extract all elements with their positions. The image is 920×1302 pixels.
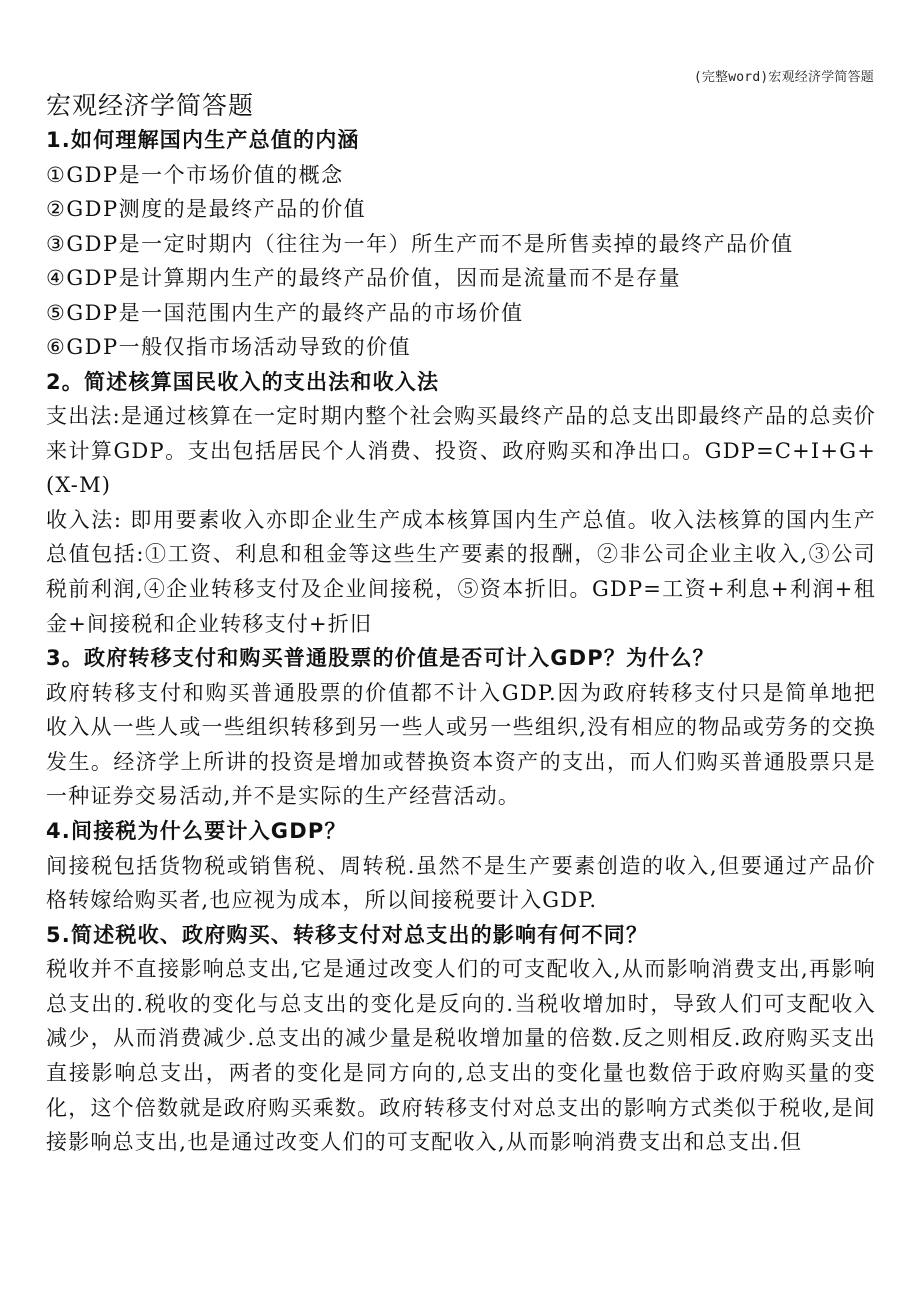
question-5-section [46,918,876,1160]
question-2-section [46,365,876,642]
running-header: (完整word)宏观经济学简答题 [693,70,874,85]
question-5-answer: 税收并不直接影响总支出,它是通过改变人们的可支配收入,从而影响消费支出,再影响总支出的.税收的变化与总支出的变化是反向的.当税收增加时，导致人们可支配收入减少，从而消费减少.总支出的减少量是税收增加量的倍数.反之则相反.政府购买支出直接影响总支出，两者的变化是同方向的,总支出的变化量也数倍于政府购买量的变化，这个倍数就是政府购买乘数。政府转移支付对总支出的影响方式类似于税收,是间接影响总支出,也是通过改变人们的可支配收入,从而影响消费支出和总支出.但 [46,957,876,1155]
question-3-section [46,641,876,814]
question-1-heading: 1.如何理解国内生产总值的内涵 [46,128,360,152]
question-4-heading: 4.间接税为什么要计入GDP？ [46,819,347,844]
q1-item-1: ①GDP是一个市场价值的概念 [46,162,344,187]
q1-item-2: ②GDP测度的是最终产品的价值 [46,197,367,221]
question-4-section [46,814,876,918]
question-2-heading: 2。简述核算国民收入的支出法和收入法 [46,369,440,394]
expenditure-method-paragraph: 支出法:是通过核算在一定时期内整个社会购买最终产品的总支出即最终产品的总卖价来计算GDP。支出包括居民个人消费、投资、政府购买和净出口。GDP=C+I+G+(X-M) [46,404,876,498]
question-5-heading: 5.简述税收、政府购买、转移支付对总支出的影响有何不同？ [46,922,649,947]
q1-item-4: ④GDP是计算期内生产的最终产品价值，因而是流量而不是存量 [46,266,682,290]
question-3-heading: 3。政府转移支付和购买普通股票的价值是否可计入GDP？为什么？ [46,646,715,671]
income-method-paragraph: 收入法: 即用要素收入亦即企业生产成本核算国内生产总值。收入法核算的国内生产总值包括:①工资、利息和租金等这些生产要素的报酬，②非公司企业主收入,③公司税前利润,④企业转移支付及企业间接税，⑤资本折旧。GDP=工资+利息+利润+租金+间接税和企业转移支付+折旧 [46,507,876,636]
question-3-answer: 政府转移支付和购买普通股票的价值都不计入GDP.因为政府转移支付只是简单地把收入从一些人或一些组织转移到另一些人或另一些组织,没有相应的物品或劳务的交换发生。经济学上所讲的投资是增加或替换资本资产的支出，而人们购买普通股票只是一种证券交易活动,并不是实际的生产经营活动。 [46,680,876,809]
q1-item-6: ⑥GDP一般仅指市场活动导致的价值 [46,335,412,359]
q1-item-3: ③GDP是一定时期内（往往为一年）所生产而不是所售卖掉的最终产品价值 [46,231,794,256]
q1-item-5: ⑤GDP是一国范围内生产的最终产品的市场价值 [46,300,524,325]
question-4-answer: 间接税包括货物税或销售税、周转税.虽然不是生产要素创造的收入,但要通过产品价格转嫁给购买者,也应视为成本，所以间接税要计入GDP. [46,853,876,913]
question-1-section [46,123,876,365]
document-body [46,88,876,1160]
document-title: 宏观经济学简答题 [46,91,255,120]
